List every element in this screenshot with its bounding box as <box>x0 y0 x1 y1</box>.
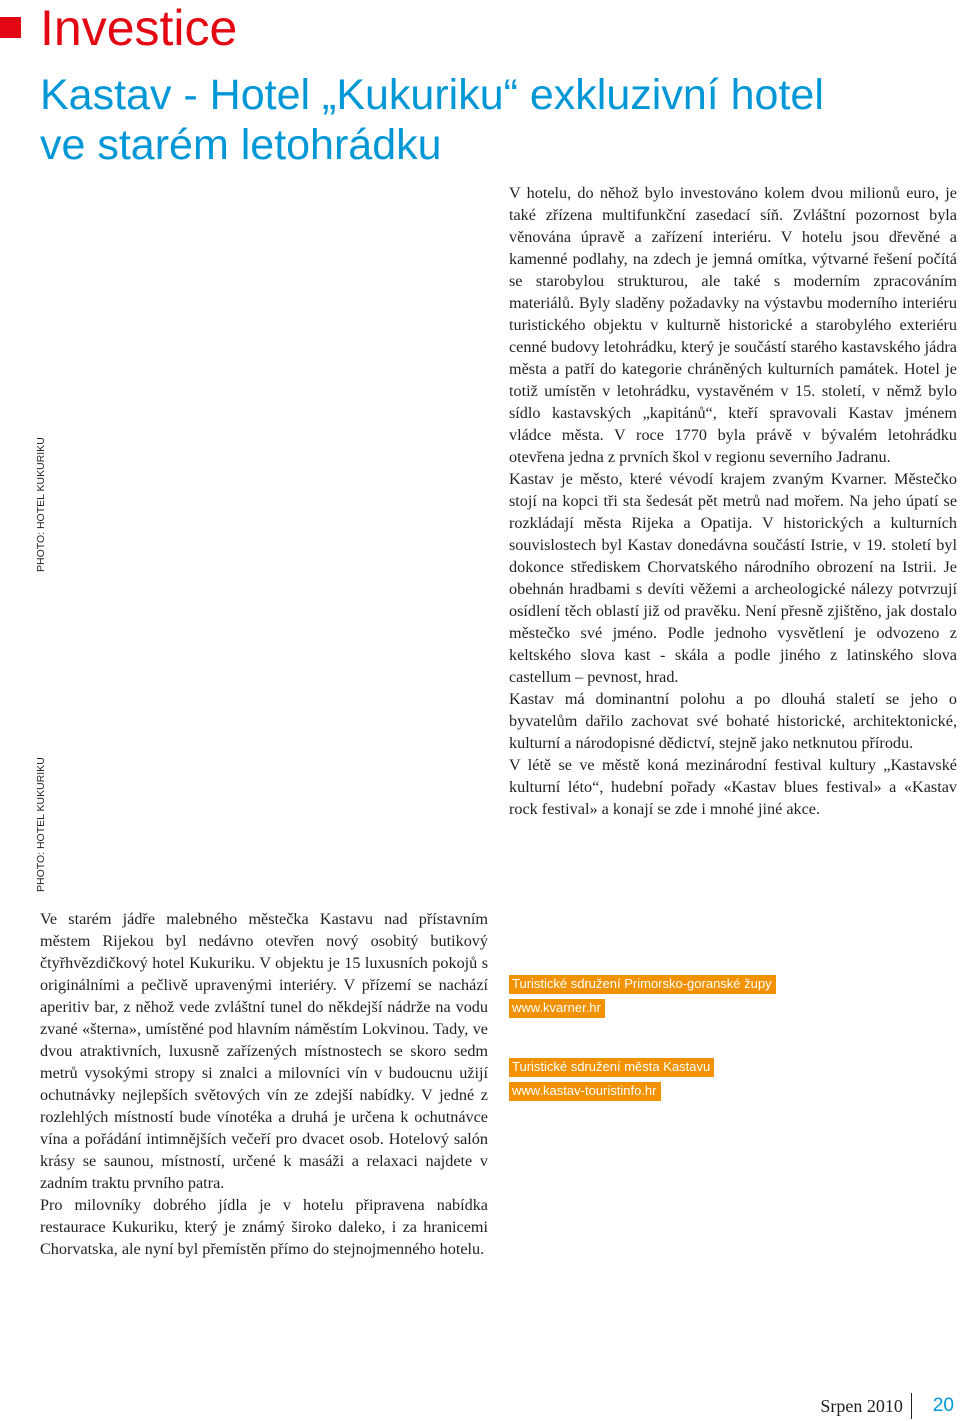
section-title: Investice <box>40 0 238 56</box>
article-headline: Kastav - Hotel „Kukuriku“ exkluzivní hotel ve starém letohrádku <box>40 71 824 169</box>
paragraph: Pro milovníky dobrého jídla je v hotelu připravena nabídka restaurace Kukuriku, který je známý široko daleko, i za hranicemi Chorvatska, ale nyní byl přemístěn přímo do stejnojmenného hotelu. <box>40 1196 488 1258</box>
right-text-column <box>509 182 957 820</box>
contact-link[interactable]: www.kvarner.hr <box>509 999 605 1018</box>
paragraph: Kastav je město, které vévodí krajem zvaným Kvarner. Městečko stojí na kopci tři sta šedesát pět metrů nad mořem. Na jeho úpatí se rozkládají města Rijeka a Opatija. V historických a kulturních souvislostech byl Kastav donedávna součástí Istrie, v 19. století byl dokonce střediskem Chorvatského národního obrození na Istrii. Je obehnán hradbami s devíti věžemi a archeologické nálezy potvrzují osídlení těch oblastí již od pravěku. Není přesně zjištěno, jak dostalo městečko své jméno. Podle jednoho vysvětlení je odvozeno z keltského slova kast - skála a podle jiného z latinského slova castellum – pevnost, hrad. <box>509 470 957 686</box>
left-text-column <box>40 908 488 1260</box>
paragraph: Kastav má dominantní polohu a po dlouhá staletí se jeho o byvatelům dařilo zachovat své bohaté historické, architektonické, kulturní a národopisné dědictví, stejně jako netknutou přírodu. <box>509 690 957 752</box>
contact-box <box>509 975 776 1019</box>
paragraph: Ve starém jádře malebného městečka Kastavu nad přístavním městem Rijekou byl nedávno otevřen nový osobitý butikový čtyřhvězdičkový hotel Kukuriku. V objektu je 15 luxusních pokojů s originálními a pečlivě upravenými interiéry. V přízemí se nachází aperitiv bar, z něhož vede zvláštní tunel do někdejší nádrže na vodu zvané «šterna», umístěné pod hlavním náměstím Lokvinou. Tady, ve dvou atraktivních, luxusně zařízených místnostech se skoro sedm metrů vysokými stropy si znalci a milovníci vín v budoucnu užijí ochutnávky nejlepších světových vín ze zdejší nabídky. V jedné z rozlehlých místností bude vínotéka a druhá je určena k ochutnávce vína a pořádání intimnějších večeří pro dvacet osob. Hotelový salón krásy se saunou, místností, určené k masáži a relaxaci najdete v zadním traktu prvního patra. <box>40 910 488 1192</box>
contact-box <box>509 1058 776 1102</box>
contact-boxes <box>509 975 776 1141</box>
page-number: 20 <box>932 1395 954 1416</box>
contact-name: Turistické sdružení Primorsko-goranské župy <box>509 975 776 994</box>
section-marker <box>0 17 21 38</box>
page-footer <box>820 1391 954 1421</box>
issue-date: Srpen 2010 <box>820 1395 903 1416</box>
paragraph: V létě se ve městě koná mezinárodní festival kultury „Kastavské kulturní léto“, hudební pořady «Kastav blues festival» a «Kastav rock festival» a konají se zde i mnohé jiné akce. <box>509 756 957 818</box>
paragraph: V hotelu, do něhož bylo investováno kolem dvou milionů euro, je také zřízena multifunkční zasedací síň. Zvláštní pozornost byla věnována úpravě a zařízení interiéru. V hotelu jsou dřevěné a kamenné podlahy, na zdech je jemná omítka, výtvarné řešení počítá se starobylou strukturou, ale také s moderním zpracováním materiálů. Byly sladěny požadavky na výstavbu moderního interiéru turistického objektu v kulturně historické a starobylého exteriéru cenné budovy letohrádku, který je součástí starého kastavského jádra města a patří do kategorie chráněných kulturních památek. Hotel je totiž umístěn v letohrádku, vystavěném v 15. století, v němž bylo sídlo kastavských „kapitánů“, kteří spravovali Kastav jménem vládce města. V roce 1770 byla právě v bývalém letohrádku otevřena jedna z prvních škol v regionu severního Jadranu. <box>509 184 957 466</box>
contact-name: Turistické sdružení města Kastavu <box>509 1058 714 1077</box>
contact-link[interactable]: www.kastav-touristinfo.hr <box>509 1082 661 1101</box>
